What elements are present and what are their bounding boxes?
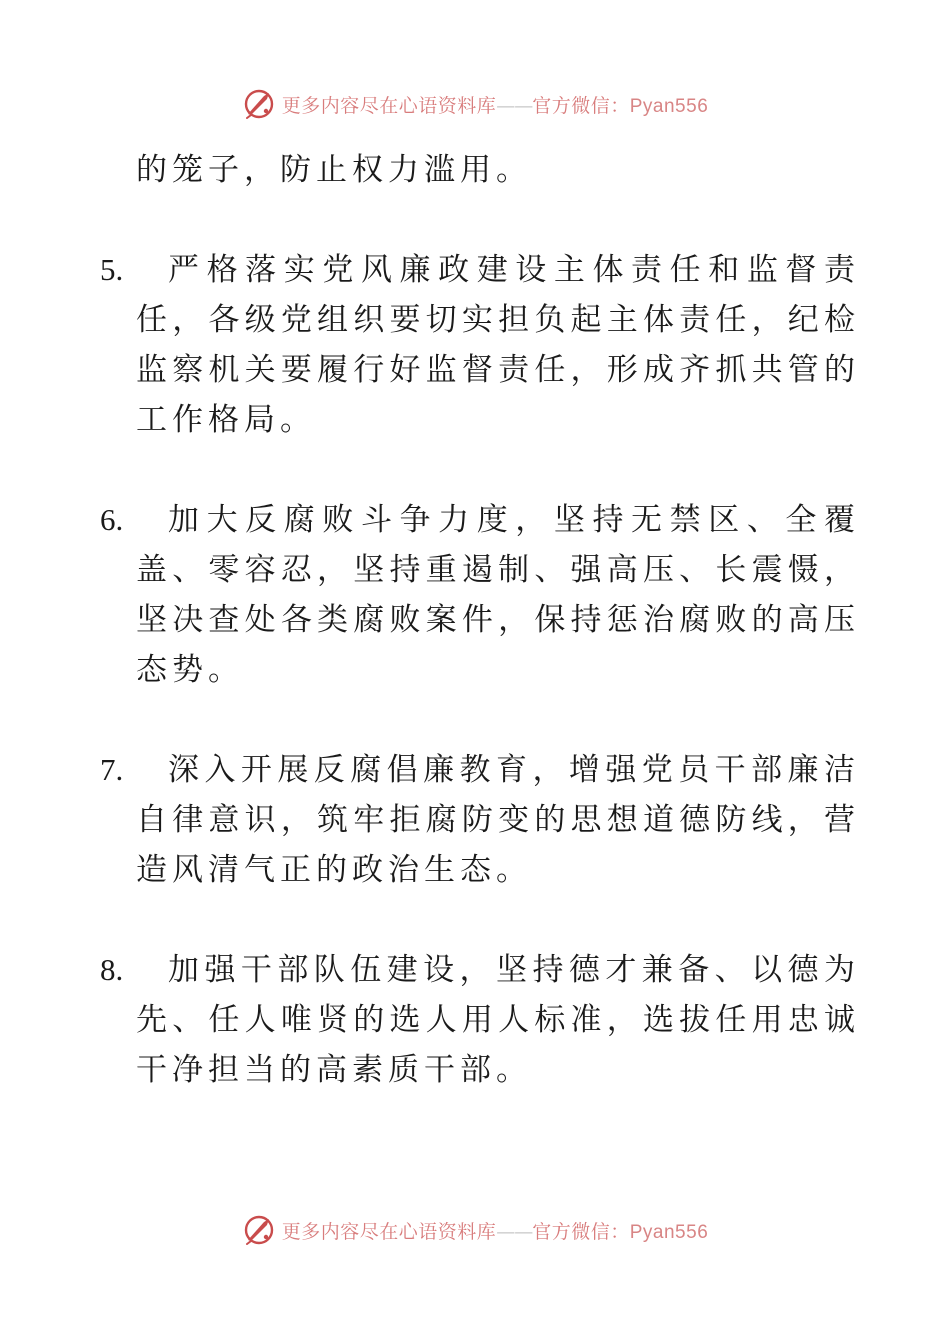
item-number: 6. <box>100 502 124 537</box>
list-item <box>100 945 860 1095</box>
list-item <box>100 495 860 695</box>
item-number: 5. <box>100 252 124 287</box>
document-body <box>100 145 860 1095</box>
quill-pen-logo-icon <box>242 1213 276 1247</box>
watermark-group <box>242 1213 709 1247</box>
list-item <box>100 245 860 445</box>
watermark-tail: 官方微信： <box>532 1220 630 1243</box>
item-text: 深入开展反腐倡廉教育，增强党员干部廉洁自律意识，筑牢拒腐防变的思想道德防线，营造风清气正的政治生态。 <box>136 752 860 888</box>
watermark-main: 更多内容尽在心语资料库 <box>281 1220 497 1243</box>
item-number: 7. <box>100 752 124 787</box>
watermark-dash: —— <box>496 94 533 117</box>
continued-paragraph: 的笼子，防止权力滥用。 <box>136 152 532 188</box>
watermark-dash: —— <box>496 1220 533 1243</box>
watermark-wechat-id: Pyan556 <box>629 1221 709 1243</box>
item-text: 加大反腐败斗争力度，坚持无禁区、全覆盖、零容忍，坚持重遏制、强高压、长震慑，坚决查处各类腐败案件，保持惩治腐败的高压态势。 <box>136 502 860 688</box>
footer-watermark <box>0 1208 950 1252</box>
watermark-text <box>282 91 709 118</box>
item-text: 严格落实党风廉政建设主体责任和监督责任，各级党组织要切实担负起主体责任，纪检监察机关要履行好监督责任，形成齐抓共管的工作格局。 <box>136 252 860 438</box>
header-watermark <box>0 82 950 126</box>
watermark-main: 更多内容尽在心语资料库 <box>281 94 497 117</box>
watermark-group <box>242 87 709 121</box>
watermark-tail: 官方微信： <box>532 94 630 117</box>
watermark-wechat-id: Pyan556 <box>629 95 709 117</box>
list-item <box>100 745 860 895</box>
quill-pen-logo-icon <box>242 87 276 121</box>
item-number: 8. <box>100 952 124 987</box>
watermark-text <box>282 1217 709 1244</box>
item-text: 加强干部队伍建设，坚持德才兼备、以德为先、任人唯贤的选人用人标准，选拔任用忠诚干净担当的高素质干部。 <box>136 952 860 1088</box>
